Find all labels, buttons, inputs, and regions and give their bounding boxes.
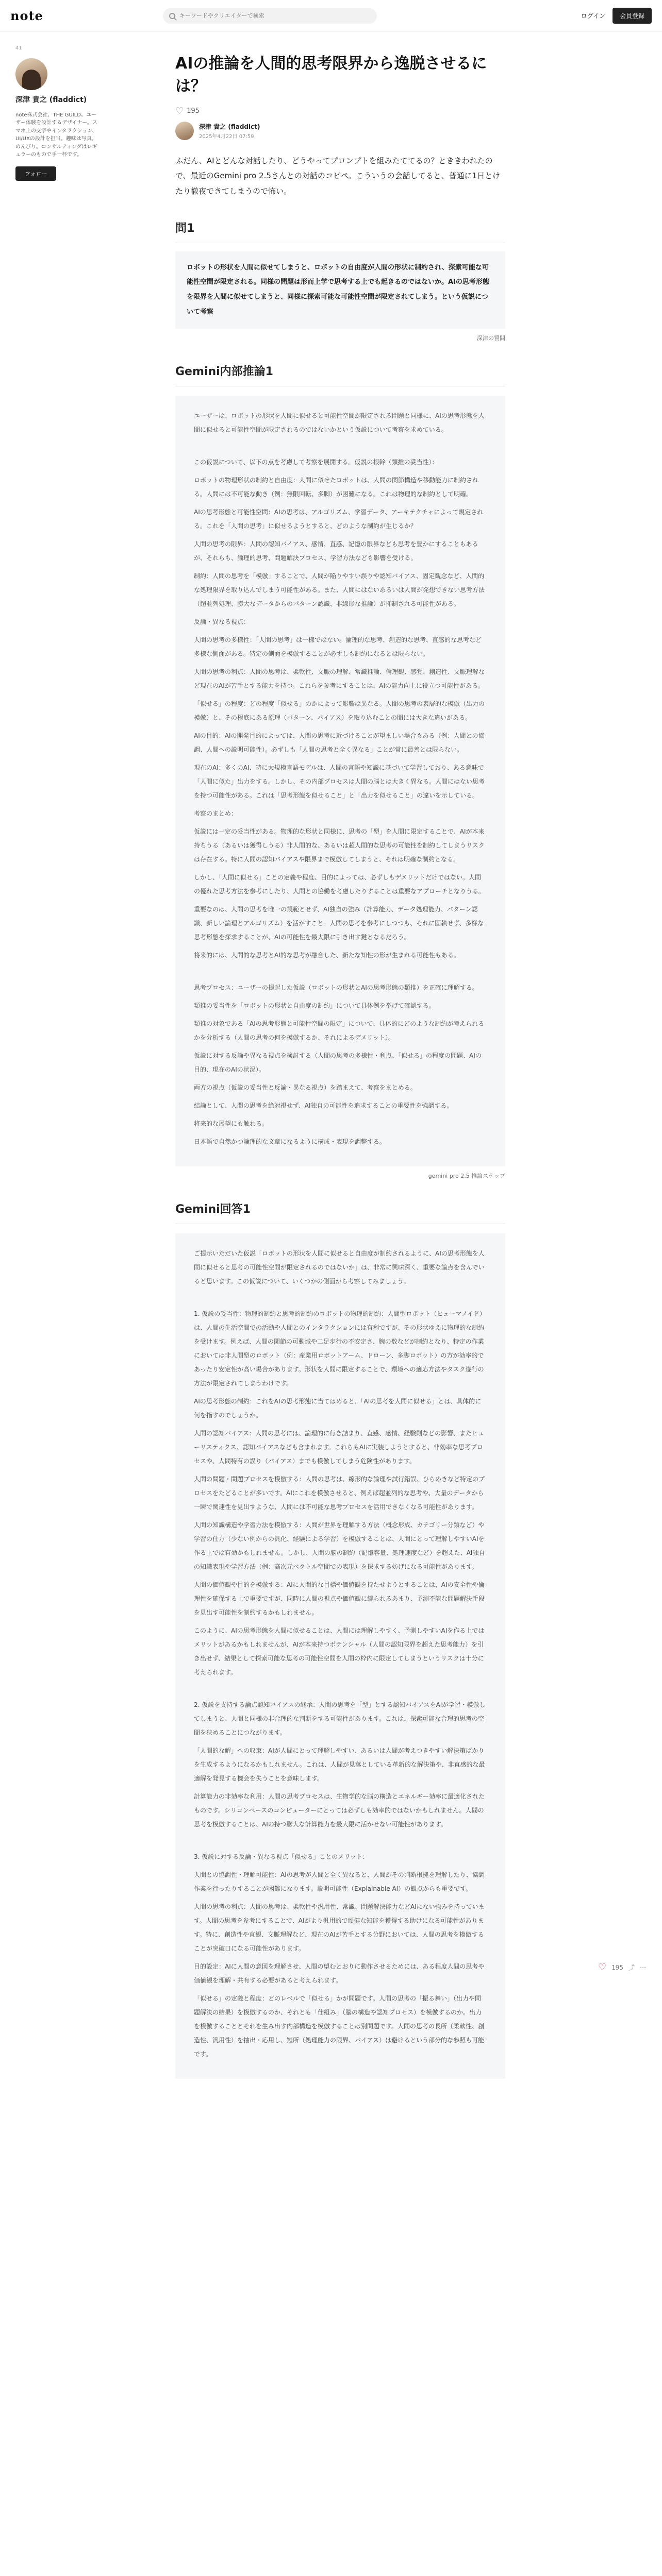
reasoning-paragraph: ロボットの物理形状の制約と自由度：人間に似せたロボットは、人間の関節構造や移動能力に制約される。人間には不可能な動き（例：無限回転、多脚）が困難になる。これは物理的な制約として明確。 (194, 477, 479, 498)
answer-paragraph: AIの思考形態の制約：これをAIの思考形態に当てはめると、「AIの思考を人間に似せる」とは、具体的に何を指すのでしょうか。 (194, 1398, 482, 1419)
reasoning-paragraph: 仮説には一定の妥当性がある。物理的な形状と同様に、思考の「型」を人間に限定することで、AIが本来持ちうる（あるいは獲得しうる）非人間的な、あるいは超人間的な思考の可能性を制約してしまうリスクは存在する。特に人間の認知バイアスや限界まで模倣してしまうと、それは明確な制約となる。 (194, 828, 485, 863)
answer-paragraph: 3. 仮説に対する反論・異なる視点「似せる」ことのメリット： (194, 1853, 369, 1861)
reasoning-paragraph: 反論・異なる視点： (194, 618, 250, 626)
section-title-reasoning: Gemini内部推論1 (175, 365, 273, 379)
share-icon[interactable]: ⤴ (628, 1964, 635, 1971)
like-counter[interactable] (175, 106, 505, 116)
sidebar-badge: 41 (15, 45, 22, 51)
reasoning-quote (175, 396, 505, 1166)
answer-paragraph: 人間の問題・問題プロセスを模倣する：人間の思考は、線形的な論理や試行錯誤、ひらめきなど特定のプロセスをたどることが多いです。AIにこれを模倣させると、例えば超並列的な思考や、大量のデータから一瞬で関連性を見出すような、人間には不可能な思考プロセスを活用できなくなる可能性があります。 (194, 1476, 485, 1511)
author-block[interactable] (175, 122, 505, 140)
question-credit: 深津の質問 (477, 335, 505, 342)
reasoning-paragraph: 類推の妥当性を「ロボットの形状と自由度の制約」について具体例を挙げて確認する。 (194, 1002, 435, 1010)
note-logo[interactable]: note (10, 8, 43, 23)
question-quote: ロボットの形状を人間に似せてしまうと、ロボットの自由度が人間の形状に制約され、探索可能な可能性空間が限定される。同様の問題は形而上学で思考する上でも起きるのではないか。AIの思考形態を限界を人間に似せてしまうと、同様に探索可能な可能性空間が限定されてしまう。という仮説について考察 (175, 251, 505, 329)
reasoning-paragraph: 類推の対象である「AIの思考形態と可能性空間の限定」について、具体的にどのような制約が考えられるかを分析する（人間の思考の何を模倣するか、それによるデメリット）。 (194, 1020, 485, 1042)
answer-paragraph: 1. 仮説の妥当性：物理的制約と思考的制約のロボットの物理的制約：人間型ロボット（ヒューマノイド）は、人間の生活空間での活動や人間とのインタラクションには有利ですが、その形状ゆえに物理的な制約を受けます。例えば、人間の関節の可動域や二足歩行の不安定さ、腕の数などが制約となり、特定の作業においては非人間型のロボット（例：産業用ロボットアーム、ドローン、多脚ロボット）の方が効率的であったり安定性が高い場合があります。形状を人間に限定することで、環境への適応方法やタスク遂行の方法が限定されてしまうわけです。 (194, 1310, 486, 1387)
intro-text: ふだん、AIとどんな対話したり、どうやってプロンプトを組みたててるの？とききわれたので、最近のGemini pro 2.5さんとの対話のコピペ。こういうの会話してると、普通に1日とけたり徹夜できてしまうので怖い。 (175, 156, 501, 196)
reasoning-paragraph: 将来的には、人間的な思考とAI的な思考が融合した、新たな知性の形が生まれる可能性もある。 (194, 952, 460, 959)
reasoning-paragraph: 思考プロセス：ユーザーの提起した仮説（ロボットの形状とAIの思考形態の類推）を正確に理解する。 (194, 984, 478, 992)
more-icon[interactable]: ⋯ (640, 1963, 647, 1971)
article-title: AIの推論を人間的思考限界から逸脱させるには？ (175, 55, 487, 95)
creator-sidebar (0, 32, 134, 2079)
answer-paragraph: 目的設定：AIに人間の意図を理解させ、人間の望むとおりに動作させるためには、ある程度人間の思考や価値観を理解・共有する必要があると考えられます。 (194, 1963, 485, 1985)
reasoning-paragraph: 人間の思考の多様性：「人間の思考」は一様ではない。論理的な思考、創造的な思考、直感的な思考など多様な側面がある。特定の側面を模倣することが必ずしも制約になるとは限らない。 (194, 636, 482, 658)
section-title-answer: Gemini回答1 (175, 1203, 251, 1216)
author-avatar[interactable] (175, 122, 194, 140)
reasoning-paragraph: 現在のAI：多くのAI、特に大規模言語モデルは、人間の言語や知識に基づいて学習しており、ある意味で「人間に似た」出力をする。しかし、その内部プロセスは人間の脳とは大きく異なる。人間にはない思考を持つ可能性がある。これは「思考形態を似せること」と「出力を似せること」の違いを示している。 (194, 764, 485, 800)
reasoning-credit: gemini pro 2.5 推論ステップ (428, 1173, 505, 1180)
article (175, 32, 505, 2079)
answer-paragraph: 2. 仮説を支持する論点認知バイアスの継承：人間の思考を「型」とする認知バイアスをAIが学習・模倣してしまうと、人間と同様の非合理的な判断をする可能性があります。これは、探索可能な合理的思考の空間を狭めることにつながります。 (194, 1701, 486, 1737)
reasoning-paragraph: 結論として、人間の思考を絶対視せず、AI独自の可能性を追求することの重要性を強調する。 (194, 1102, 453, 1110)
reasoning-paragraph: 将来的な展望にも触れる。 (194, 1120, 269, 1128)
answer-paragraph: 人間の思考の利点：人間の思考は、柔軟性や汎用性、常識、問題解決能力などAIにない強みを持っています。人間の思考を参考にすることで、AIがより汎用的で頑健な知能を獲得する助けになる可能性があります。特に、創造性や直観、文脈理解など、現在のAIが苦手とする分野においては、人間の思考を模倣することが突破口になる可能性があります。 (194, 1903, 485, 1953)
reasoning-paragraph: ユーザーは、ロボットの形状を人間に似せると可能性空間が限定される問題と同様に、AIの思考形態を人間に似せると可能性空間が限定されるのではないかという仮説について考察を求めている。 (194, 412, 485, 434)
reasoning-paragraph: 考察のまとめ： (194, 810, 238, 818)
answer-paragraph: 「人間的な解」への収束：AIが人間にとって理解しやすい、あるいは人間が考えつきやすい解決策ばかりを生成するようになるかもしれません。これは、人間が見落としている革新的な解決策や、非直感的な最適解を発見する機会を失うことを意味します。 (194, 1747, 485, 1783)
search-input[interactable] (179, 12, 371, 19)
answer-paragraph: 「似せる」の定義と程度：どのレベルで「似せる」かが問題です。人間の思考の「振る舞い」（出力や問題解決の結果）を模倣するのか、それとも「仕組み」（脳の構造や認知プロセス）を模倣するのか。出力を模倣することとそれを生み出す内部構造を模倣することは別問題です。人間の思考の長所（柔軟性、創造性、汎用性）を抽出・応用し、短所（処理能力の限界、バイアス）は避けるという部分的な参照も可能です。 (194, 1995, 485, 2058)
reasoning-paragraph: AIの目的：AIの開発目的によっては、人間の思考に近づけることが望ましい場合もある（例：人間との協調、人間への説明可能性）。必ずしも「人間の思考と全く異なる」ことが常に最善とは限らない。 (194, 732, 485, 754)
answer-paragraph: 人間の知識構造や学習方法を模倣する：人間が世界を理解する方法（概念形成、カテゴリー分類など）や学習の仕方（少ない例からの汎化、経験による学習）を模倣することは、人間にとって理解しやすいAIを作る上では有効かもしれません。しかし、人間の脳の制約（記憶容量、処理速度など）を超えた、AI独自の知識表現や学習方法（例：高次元ベクトル空間での表現）を探求する妨げになる可能性があります。 (194, 1521, 485, 1571)
reasoning-paragraph: 人間の思考の限界：人間の認知バイアス、感情、直感、記憶の限界なども思考を豊かにすることもあるが、それらも、論理的思考、問題解決プロセス、学習方法なども影響を受ける。 (194, 540, 478, 562)
search-bar[interactable] (163, 8, 377, 24)
search-icon (169, 13, 175, 19)
creator-name[interactable]: 深津 貴之 (fladdict) (15, 96, 87, 104)
reasoning-paragraph: 「似せる」の程度：どの程度「似せる」のかによって影響は異なる。人間の思考の表層的な模倣（出力の模倣）と、その根底にある原理（パターン、バイアス）を取り込むことの間には大きな違いがある。 (194, 700, 485, 722)
reasoning-paragraph: 日本語で自然かつ論理的な文章になるように構成・表現を調整する。 (194, 1138, 386, 1146)
reasoning-paragraph: 重要なのは、人間の思考を唯一の規範とせず、AI独自の強み（計算能力、データ処理能力、パターン認識、新しい論理とアルゴリズム）を活かすこと。人間の思考を参考にしつつも、それに固執せず、多様な思考形態を探求することが、AIの可能性を最大限に引き出す鍵となるだろう。 (194, 906, 484, 941)
like-count: 195 (187, 107, 200, 115)
signup-button[interactable]: 会員登録 (613, 8, 652, 24)
reasoning-paragraph: AIの思考形態と可能性空間：AIの思考は、アルゴリズム、学習データ、アーキテクチャによって規定される。これを「人間の思考」に似せるようとすると、どのような制約が生じるか？ (194, 509, 484, 530)
reasoning-paragraph: この仮説について、以下の点を考慮して考察を展開する。仮説の根幹（類推の妥当性）： (194, 459, 438, 466)
answer-paragraph: 人間の価値観や目的を模倣する：AIに人間的な目標や価値観を持たせようとすることは、AIの安全性や倫理性を確保する上で重要ですが、同時に人間の視点や価値観に縛られるあまり、予測不能な問題解決手段を見出す可能性を制約するかもしれません。 (194, 1581, 485, 1617)
reasoning-paragraph: しかし、「人間に似せる」ことの定義や程度、目的によっては、必ずしもデメリットだけではない。人間の優れた思考方法を参考にしたり、人間との協働を考慮したりすることは重要なアプローチとなりうる。 (194, 874, 485, 895)
reasoning-paragraph: 両方の視点（仮説の妥当性と反論・異なる視点）を踏まえて、考察をまとめる。 (194, 1084, 417, 1092)
section-title-q1: 問1 (175, 222, 195, 235)
author-name[interactable]: 深津 貴之 (fladdict) (199, 123, 260, 130)
heart-icon[interactable]: ♡ (175, 106, 184, 116)
creator-bio: note株式会社、THE GUILD。ユーザー体験を設計するデザイナー。スマホ上の文字やインタラクション、UI/UXの設計を担当。趣味は写真。のんびり。コンサルティングはレギュラーのもので手一杯です。 (15, 112, 97, 158)
reasoning-paragraph: 仮説に対する反論や異なる視点を検討する（人間の思考の多様性・利点、「似せる」の程度の問題、AIの目的、現在のAIの状況）。 (194, 1052, 482, 1074)
answer-quote (175, 1233, 505, 2079)
site-header (0, 0, 662, 32)
follow-button[interactable]: フォロー (15, 166, 56, 181)
reasoning-paragraph: 人間の思考の利点：人間の思考は、柔軟性、文脈の理解、常識推論、倫理観、感覚、創造性、文脈理解など現在のAIが苦手とする能力を持つ。これらを参考にすることは、AIの能力向上に役立つ可能性がある。 (194, 668, 485, 690)
creator-avatar[interactable] (15, 58, 47, 90)
login-link[interactable]: ログイン (581, 12, 605, 20)
reasoning-paragraph: 制約：人間の思考を「模倣」することで、人間が陥りやすい誤りや認知バイアス、固定観念など、人間的な処理限界を取り込んでしまう可能性がある。また、人間にはないあるいは人間が発想できない思考方法（超並列処理、膨大なデータからのパターン認識、非線形な推論）が抑制される可能性がある。 (194, 572, 485, 608)
answer-paragraph: 人間の認知バイアス：人間の思考には、論理的に行き詰まり、直感、感情、経験則などの影響、またヒューリスティクス、認知バイアスなども含まれます。これらもAIに実装しようとすると、非効率な思考プロセスや、人間特有の誤り（バイアス）までも模倣してしまう危険性があります。 (194, 1430, 485, 1465)
answer-paragraph: このように、AIの思考形態を人間に似せることは、人間には理解しやすく、予測しやすいAIを作る上ではメリットがあるかもしれませんが、AIが本来持つポテンシャル（人間の認知限界を超えた思考能力）を引き出せず、結果として探索可能な思考の可能性空間を人間の枠内に限定してしまうというリスクは十分に考えられます。 (194, 1627, 485, 1676)
heart-icon[interactable]: ♡ (598, 1962, 607, 1973)
floating-like-count: 195 (611, 1963, 624, 1971)
answer-paragraph: 人間との協調性・理解可能性：AIの思考が人間と全く異なると、人間がその判断根拠を理解したり、協調作業を行ったりすることが困難になります。説明可能性（Explainable AI）の観点からも重要です。 (194, 1871, 485, 1893)
floating-like-bar[interactable] (598, 1962, 646, 1973)
answer-paragraph: ご提示いただいた仮説「ロボットの形状を人間に似せると自由度が制約されるように、AIの思考形態を人間に似せると思考の可能性空間が限定されるのではないか」は、非常に興味深く、重要な論点を含んでいると思います。この仮説について、いくつかの側面から考察してみましょう。 (194, 1250, 485, 1285)
publish-date: 2025年4月22日 07:59 (199, 134, 254, 140)
answer-paragraph: 計算能力の非効率な利用：人間の思考プロセスは、生物学的な脳の構造とエネルギー効率に最適化されたものです。シリコンベースのコンピューターにとっては必ずしも効率的ではないかもしれません。人間の思考を模倣することは、AIの持つ膨大な計算能力を最大限に活かせない可能性があります。 (194, 1793, 485, 1828)
